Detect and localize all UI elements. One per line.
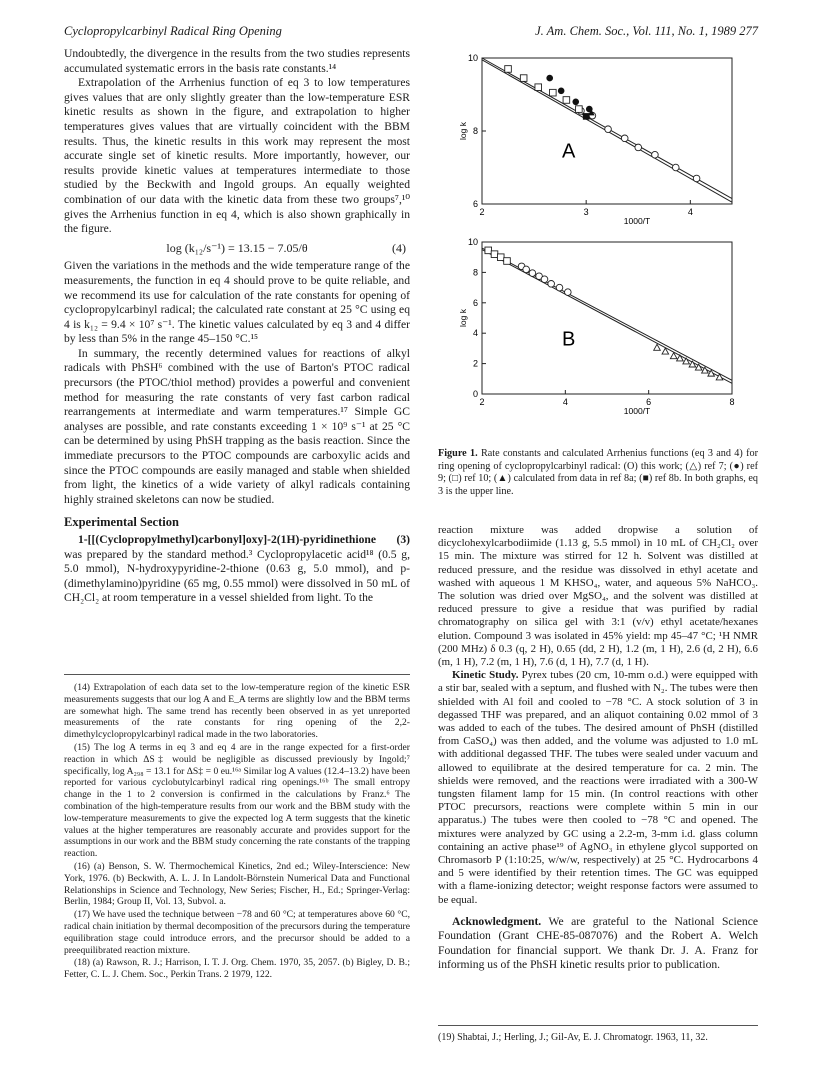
data-point [558, 88, 565, 95]
y-tick-label: 6 [472, 297, 478, 308]
data-point [576, 106, 583, 113]
data-point [563, 97, 570, 104]
data-point [504, 258, 511, 265]
x-tick-label: 6 [646, 397, 652, 407]
x-axis-label: 1000/T [623, 216, 651, 226]
footnote: (14) Extrapolation of each data set to the low-temperature region of the kinetic ESR measurements suggests that our log A and E_A terms are slightly low and the BBM terms are somewhat high. The same trend has recently been observed in as yet unreported measurements of the rate constants for ring opening of the 2,2-dimethylcyclopropylcarbinyl radical made in the two laboratories. [64, 682, 410, 741]
y-tick-label: 2 [472, 358, 478, 369]
x-tick-label: 2 [479, 397, 485, 407]
y-axis-label: log k [458, 309, 468, 327]
data-point [535, 84, 542, 91]
data-point [523, 266, 530, 273]
y-tick-label: 10 [467, 237, 478, 247]
x-tick-label: 3 [583, 207, 589, 217]
y-tick-label: 8 [472, 267, 478, 278]
data-point [505, 66, 512, 73]
data-point [689, 361, 696, 367]
footnotes [64, 682, 410, 982]
data-point [541, 276, 548, 283]
caption-label: Figure 1. [438, 448, 478, 459]
panel-a [458, 53, 732, 226]
data-point [572, 99, 579, 106]
equation-text: log (k₁₂/s⁻¹) = 13.15 − 7.05/θ [166, 240, 308, 255]
footnote: (17) We have used the technique between −78 and 60 °C; at temperatures above 60 °C, radical chain initiation by thermal decomposition of the precursors during the temperature equilibration stage could introduce errors, and the precursor should be added to a preequilibrated reaction mixture. [64, 909, 410, 956]
paragraph-body: Pyrex tubes (20 cm, 10-mm o.d.) were equipped with a stir bar, sealed with a septum, and flushed with N₂. The tubes were then shielded with Al foil and cooled to −78 °C. A stock solution of 3 in degassed THF was prepared, and an aliquot containing 0.02 mmol of 3 was added to each of the tubes. The desired amount of PhSH (distilled from CaSO₄) was then added, and the volume was adjusted to 1.0 mL with additional degassed THF. The tubes were sealed under vacuum and allowed to equilibrate at the desired temperature for ca. 2 min. The shields were removed, and the reactions were irradiated with a 300-W tungsten filament lamp for 15 min. (In control reactions with other PTOC precursors, reactions were complete within 5 min in our apparatus.) The tubes were then cooled to −78 °C and opened. The mixtures were analyzed by GC using a 2.2-m, 3-mm i.d. glass column containing an active phase¹⁹ of AgNO₃ in ethylene glycol supported on Chromasorb P (1:10:25, w/w/w, respectively) at 25 °C. Hydrocarbons 4 and 5 were identified by their retention times. The GC was equipped with a flame-ionizing detector; weight response factors were assumed to be equal. [438, 669, 758, 906]
caption-text: Rate constants and calculated Arrhenius functions (eq 3 and 4) for ring opening of cyclopropylcarbinyl radical: (O) this work; (△) ref 7; (●) ref 9; (□) ref 10; (▲) calculated from data in ref 8a; (■) ref 8b. In both graphs, eq 3 is the upper line. [438, 448, 758, 497]
header-title: Cyclopropylcarbinyl Radical Ring Opening [64, 24, 282, 38]
panel-b [458, 237, 735, 416]
data-point [485, 247, 492, 254]
x-tick-label: 2 [479, 207, 485, 217]
footnote: (18) (a) Rawson, R. J.; Harrison, I. T. J. Org. Chem. 1970, 35, 2057. (b) Bigley, D. B.; Fetter, C. L. J. Chem. Soc., Perkin Trans. 2 1979, 122. [64, 957, 410, 981]
data-point [520, 75, 527, 82]
paragraph: Given the variations in the methods and the wide temperature range of the measurements, the function in eq 4 should prove to be quite reliable, and we recommend its use for calculation of the rate constants for opening of cyclopropylcarbinyl radical; the calculated rate constant at 25 °C using eq 4 is k₁₂ = 9.4 × 10⁷ s⁻¹. The kinetic values calculated by eq 3 and 4 differ by less than 5% in the range 45–150 °C.¹⁵ [64, 259, 410, 346]
y-tick-label: 8 [472, 126, 478, 136]
paragraph: reaction mixture was added dropwise a solution of dicyclohexylcarbodiimide (1.13 g, 5.5 mmol) in 10 mL of CH₂Cl₂ over 15 min. The mixture was stirred for 12 h. Solvent was distilled at reduced pressure, and the residue was dissolved in ethyl acetate and washed with aqueous 1 M KHSO₄, water, and aqueous 5% NaHCO₃. The solution was dried over MgSO₄, and the solvent was distilled at reduced pressure to give a residue that was purified by radial chromatography on silica gel with 3:1 (v/v) ethyl acetate/hexanes elution. Compound 3 was isolated in 45% yield: mp 45–47 °C; ¹H NMR (200 MHz) δ 0.3 (q, 2 H), 0.65 (dd, 2 H), 1.2 (m, 1 H), 2.6 (d, 2 H), 6.6 (m, 1 H), 7.2 (m, 1 H), 7.6 (d, 1 H), 7.7 (d, 1 H). [438, 524, 758, 669]
x-axis-label: 1000/T [623, 406, 651, 416]
data-point [652, 151, 659, 158]
paragraph [64, 533, 410, 606]
data-point [583, 113, 590, 120]
x-tick-label: 8 [729, 397, 735, 407]
panel-label: B [562, 328, 576, 351]
data-point [548, 281, 555, 288]
y-tick-label: 6 [472, 199, 478, 209]
x-tick-label: 4 [562, 397, 568, 407]
acknowledgment [438, 915, 758, 973]
data-point [621, 135, 628, 142]
paragraph-body: was prepared by the standard method.³ Cyclopropylacetic acid¹⁸ (0.5 g, 5.0 mmol), N-hydroxypyridine-2-thione (0.63 g, 5.0 mmol), and p-(dimethylamino)pyridine (65 mg, 0.55 mmol) were dissolved in 50 mL of CH₂Cl₂ at room temperature in a vessel shielded from light. To the [64, 547, 410, 605]
paragraph: Undoubtedly, the divergence in the results from the two studies represents accumulated systematic errors in the basis rate constants.¹⁴ [64, 47, 410, 75]
y-axis-label: log k [458, 122, 468, 140]
footnote-rule [64, 674, 410, 675]
data-point [677, 355, 684, 361]
data-point [529, 270, 536, 277]
subheading: Acknowledgment. [452, 914, 542, 928]
compound-name: 1-[[(Cyclopropylmethyl)carbonyl]oxy]-2(1H)-pyridinethione (3) [78, 533, 410, 546]
x-tick-label: 4 [687, 207, 693, 217]
paragraph [438, 669, 758, 907]
figure-caption [438, 448, 758, 498]
arrhenius-line [482, 250, 732, 384]
data-point [497, 254, 504, 261]
data-point [683, 358, 690, 364]
equation-4 [64, 241, 410, 256]
data-point [556, 284, 563, 291]
data-point [635, 144, 642, 151]
subheading: Kinetic Study. [452, 669, 519, 682]
data-point [654, 344, 661, 350]
data-point [693, 175, 700, 182]
data-point [550, 89, 557, 96]
footnote: (16) (a) Benson, S. W. Thermochemical Kinetics, 2nd ed.; Wiley-Interscience: New York, 1976. (b) Beckwith, A. L. J. In Landolt-Börnstein Numerical Data and Functional Relationships in Science and Technology, New Series; Fischer, H., Ed.; Springer-Verlag: Berlin, 1984; Group II, Vol. 13, Subvol. a. [64, 860, 410, 908]
footnote-19: (19) Shabtai, J.; Herling, J.; Gil-Av, E. J. Chromatogr. 1963, 11, 32. [438, 1032, 708, 1043]
data-point [565, 289, 572, 296]
footnote: (15) The log A terms in eq 3 and eq 4 are in the range expected for a first-order reaction in which ΔS‡ would be negligible as discussed previously by Ingold;⁷ specifically, log A₂₉₈ = 13.1 for ΔS‡ = 0 eu.¹⁶ᵃ Similar log A values (12.4–13.2) have been reported for various cyclobutylcarbinyl radical ring openings.¹⁶ᵇ The small entropy change in the 1 to 2 conversion is confirmed in the calculations by Franz.⁶ The combination of the high-temperature results from our work and the BBM study with the low-temperature measurements to give the expected log A term suggests that the kinetic values at the higher temperatures are reasonably accurate and provides support for the assumptions in our work and the BBM study concerning the rate constants of the trapping reaction. [64, 741, 410, 860]
footnote-rule [438, 1025, 758, 1026]
acknowledgment-body: We are grateful to the National Science Foundation (Grant CHE-85-087076) and the Robert A. Welch Foundation for financial support. We thank Dr. J. A. Franz for informing us of the PhSH kinetic results prior to publication. [438, 914, 758, 972]
y-tick-label: 0 [472, 389, 478, 399]
figure-1 [430, 46, 770, 458]
paragraph: In summary, the recently determined values for reactions of alkyl radicals with PhSH⁶ combined with the use of Barton's PTOC radical precursors (the PTOC/thiol method) provides a powerful and convenient method for measuring the rate constants of very fast carbon radical rearrangements at intermediate and warm temperatures.¹⁷ Simple GC analyses are possible, and rate constants exceeding 1 × 10⁹ s⁻¹ at 25 °C can be determined by using PhSH trapping as the basis reaction. Since the immediate precursors to the PTOC compounds are carboxylic acids and since the PTOC compounds are easily managed and stable when shielded from light, the kinetics of a wide variety of alkyl radicals containing highly strained skeletons can now be studied. [64, 346, 410, 506]
left-column [64, 47, 410, 606]
equation-number: (4) [392, 240, 406, 255]
data-point [546, 75, 553, 82]
panel-label: A [562, 140, 576, 163]
y-tick-label: 4 [472, 328, 478, 339]
data-point [672, 164, 679, 171]
header-journal: J. Am. Chem. Soc., Vol. 111, No. 1, 1989 277 [535, 24, 758, 38]
data-point [491, 251, 498, 258]
y-tick-label: 10 [467, 53, 478, 63]
data-point [605, 126, 612, 133]
section-heading: Experimental Section [64, 515, 179, 530]
paragraph: Extrapolation of the Arrhenius function of eq 3 to low temperatures gives values that are only slightly greater than the low-temperature ESR kinetic results as shown in the figure, and extrapolation to higher temperatures gives values that are virtually coincident with the BBM results. Thus, the kinetic results in this work may represent the most accurate single set of kinetic results. More importantly, however, our results provide kinetic values at temperatures intermediate to those studied by the Beckwith and Ingold groups. An equally weighted combination of our data with the kinetic data from these two groups⁷,¹⁰ gives the Arrhenius function in eq 4, which is also shown graphically in the figure. [64, 76, 410, 236]
right-column [438, 524, 758, 973]
